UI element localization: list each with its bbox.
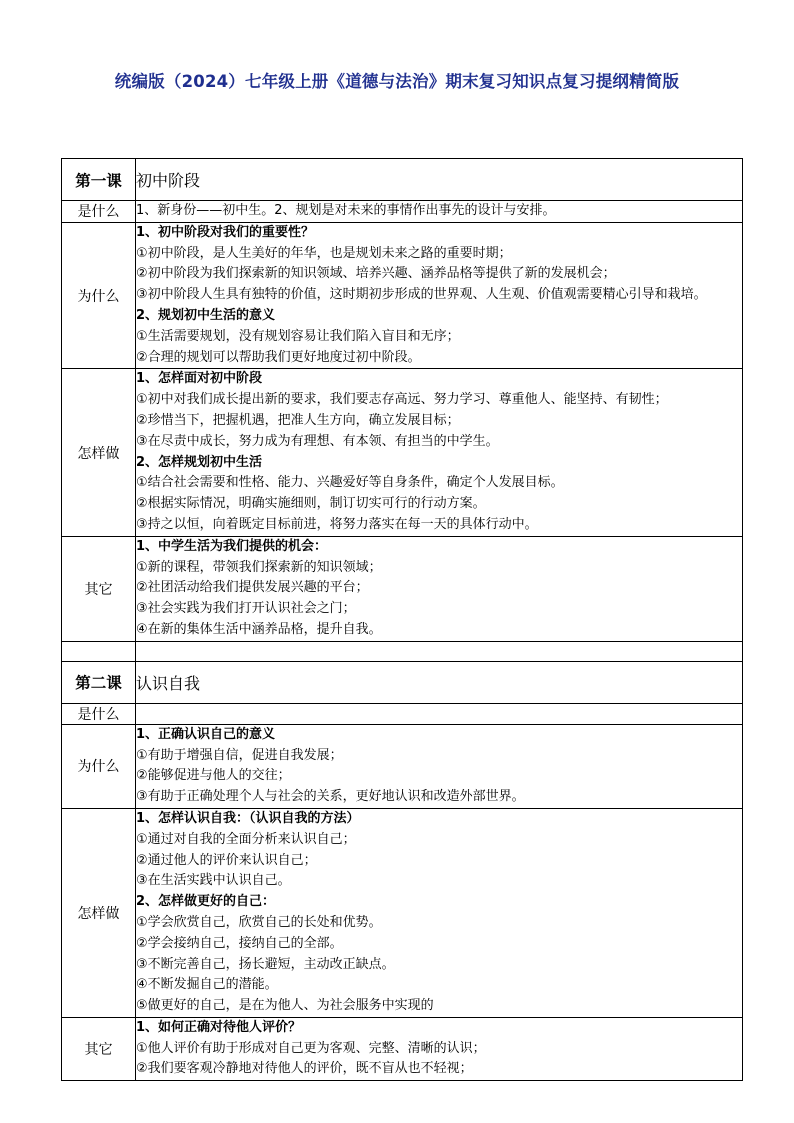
content-line: ①通过对自我的全面分析来认识自己； bbox=[136, 831, 356, 847]
content-line: ②通过他人的评价来认识自己； bbox=[136, 852, 317, 868]
section-label: 怎样做 bbox=[62, 369, 136, 536]
content-line: ②初中阶段为我们探索新的知识领域、培养兴趣、涵养品格等提供了新的发展机会； bbox=[136, 266, 616, 282]
lesson-title: 初中阶段 bbox=[136, 159, 743, 201]
section-content bbox=[136, 222, 743, 369]
content-line: ①生活需要规划，没有规划容易让我们陷入盲目和无序； bbox=[136, 328, 460, 344]
section-row bbox=[62, 808, 743, 1017]
content-line: ②我们要客观冷静地对待他人的评价，既不盲从也不轻视； bbox=[136, 1061, 473, 1077]
content-line: ②合理的规划可以帮助我们更好地度过初中阶段。 bbox=[136, 349, 421, 365]
section-row bbox=[62, 703, 743, 724]
section-content bbox=[136, 1017, 743, 1080]
content-line: ③社会实践为我们打开认识社会之门； bbox=[136, 601, 356, 617]
section-row bbox=[62, 201, 743, 223]
content-line: ①结合社会需要和性格、能力、兴趣爱好等自身条件，确定个人发展目标。 bbox=[136, 475, 564, 491]
document-title: 统编版（2024）七年级上册《道德与法治》期末复习知识点复习提纲精简版 bbox=[114, 72, 680, 91]
content-line: ③初中阶段人生具有独特的价值，这时期初步形成的世界观、人生观、价值观需要精心引导和栽培。 bbox=[136, 287, 707, 303]
content-line: ①初中对我们成长提出新的要求，我们要志存高远、努力学习、尊重他人、能坚持、有韧性； bbox=[136, 392, 668, 408]
content-line: ③在生活实践中认识自己。 bbox=[136, 873, 291, 889]
content-line: ①他人评价有助于形成对自己更为客观、完整、清晰的认识； bbox=[136, 1040, 486, 1056]
section-content bbox=[136, 808, 743, 1017]
content-heading: 2、规划初中生活的意义 bbox=[136, 307, 276, 323]
spacer-cell bbox=[136, 641, 743, 661]
content-heading: 1、怎样面对初中阶段 bbox=[136, 371, 263, 387]
lesson-number: 第一课 bbox=[62, 159, 136, 201]
section-label: 其它 bbox=[62, 1017, 136, 1080]
content-heading: 1、正确认识自己的意义 bbox=[136, 726, 276, 742]
lesson-header-row bbox=[62, 159, 743, 201]
content-line: ③不断完善自己，扬长避短，主动改正缺点。 bbox=[136, 956, 395, 972]
content-line: ①有助于增强自信，促进自我发展； bbox=[136, 747, 343, 763]
content-line: ②学会接纳自己，接纳自己的全部。 bbox=[136, 935, 343, 951]
section-label: 为什么 bbox=[62, 222, 136, 369]
section-row bbox=[62, 536, 743, 641]
section-label: 是什么 bbox=[62, 703, 136, 724]
spacer-row bbox=[62, 641, 743, 661]
content-heading: 1、中学生活为我们提供的机会： bbox=[136, 538, 328, 554]
section-content bbox=[136, 369, 743, 536]
section-row bbox=[62, 724, 743, 808]
content-line: ①初中阶段，是人生美好的年华，也是规划未来之路的重要时期； bbox=[136, 245, 512, 261]
section-row bbox=[62, 1017, 743, 1080]
content-line: ③持之以恒，向着既定目标前进，将努力落实在每一天的具体行动中。 bbox=[136, 516, 538, 532]
content-heading: 1、初中阶段对我们的重要性？ bbox=[136, 224, 315, 240]
section-row bbox=[62, 222, 743, 369]
content-line: ④不断发掘自己的潜能。 bbox=[136, 977, 278, 993]
content-heading: 2、怎样做更好的自己： bbox=[136, 894, 276, 910]
lesson-header-row bbox=[62, 661, 743, 703]
section-label: 为什么 bbox=[62, 724, 136, 808]
content-line: ③有助于正确处理个人与社会的关系，更好地认识和改造外部世界。 bbox=[136, 789, 525, 805]
spacer-cell bbox=[62, 641, 136, 661]
content-line: ①新的课程，带领我们探索新的知识领域； bbox=[136, 559, 382, 575]
section-label: 怎样做 bbox=[62, 808, 136, 1017]
content-heading: 1、怎样认识自我：（认识自我的方法） bbox=[136, 810, 360, 826]
section-row bbox=[62, 369, 743, 536]
content-heading: 1、如何正确对待他人评价？ bbox=[136, 1019, 302, 1035]
lesson-title: 认识自我 bbox=[136, 661, 743, 703]
review-outline-table bbox=[61, 158, 743, 1081]
content-line: ①学会欣赏自己，欣赏自己的长处和优势。 bbox=[136, 914, 382, 930]
content-line: ②根据实际情况，明确实施细则，制订切实可行的行动方案。 bbox=[136, 496, 486, 512]
content-line: ⑤做更好的自己，是在为他人、为社会服务中实现的 bbox=[136, 998, 434, 1014]
section-label: 其它 bbox=[62, 536, 136, 641]
section-label: 是什么 bbox=[62, 201, 136, 223]
content-line: ④在新的集体生活中涵养品格，提升自我。 bbox=[136, 621, 382, 637]
lesson-number: 第二课 bbox=[62, 661, 136, 703]
section-content bbox=[136, 201, 743, 223]
section-content bbox=[136, 703, 743, 724]
content-heading: 2、怎样规划初中生活 bbox=[136, 454, 263, 470]
content-line: ③在尽责中成长，努力成为有理想、有本领、有担当的中学生。 bbox=[136, 433, 499, 449]
content-line: ②珍惜当下，把握机遇，把准人生方向，确立发展目标； bbox=[136, 412, 460, 428]
content-line: ②社团活动给我们提供发展兴趣的平台； bbox=[136, 580, 369, 596]
content-line: ②能够促进与他人的交往； bbox=[136, 768, 291, 784]
content-line: 1、新身份——初中生。2、规划是对未来的事情作出事先的设计与安排。 bbox=[136, 203, 556, 218]
section-content bbox=[136, 536, 743, 641]
section-content bbox=[136, 724, 743, 808]
